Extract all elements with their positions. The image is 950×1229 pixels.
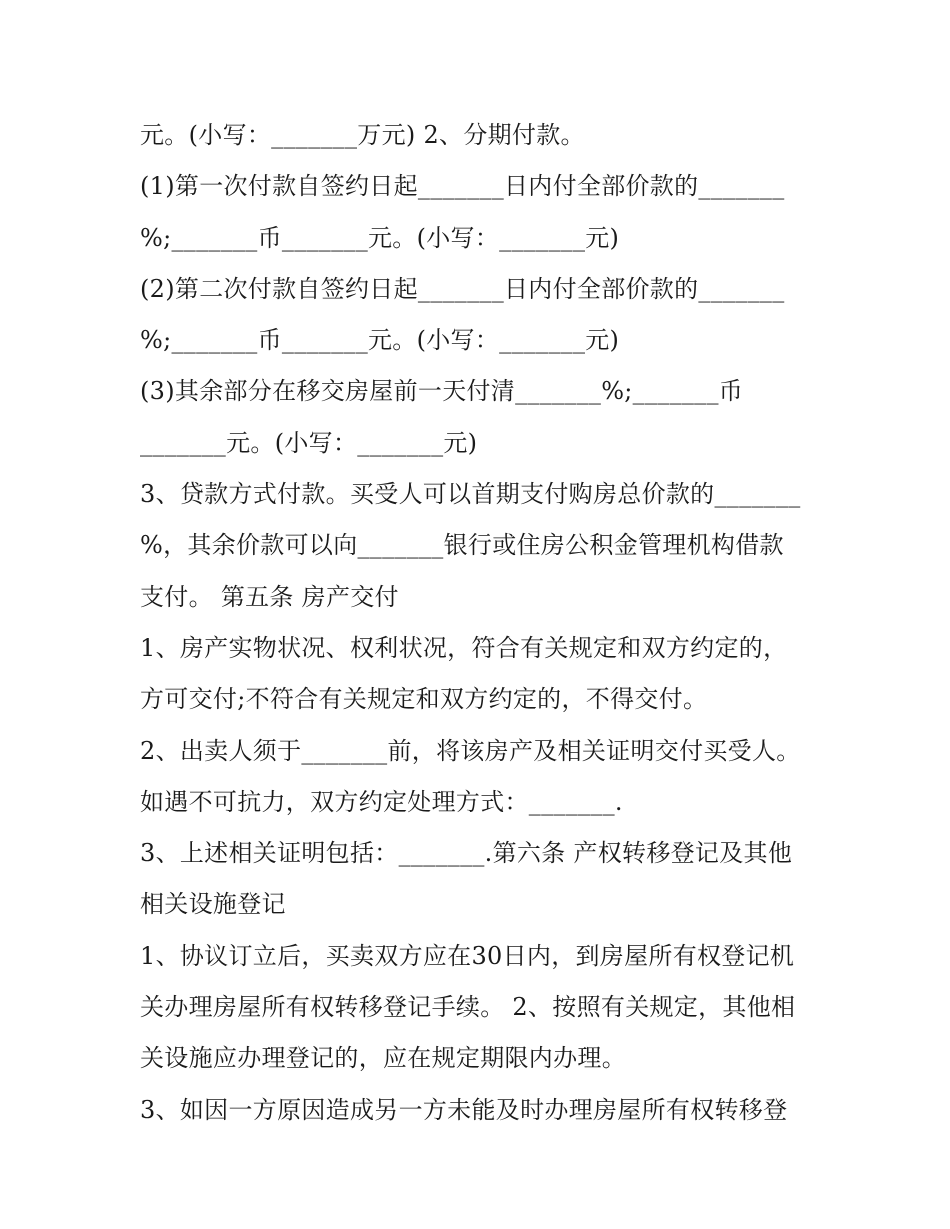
text-line: 元。(小写：_______万元) 2、分期付款。: [140, 121, 585, 149]
text-line: 3、上述相关证明包括：_______.第六条 产权转移登记及其他: [140, 839, 793, 868]
text-line: 关设施应办理登记的，应在规定期限内办理。: [140, 1044, 626, 1073]
text-line: 相关设施登记: [140, 890, 286, 919]
text-line: 支付。 第五条 房产交付: [140, 582, 399, 611]
text-line: 方可交付;不符合有关规定和双方约定的，不得交付。: [140, 685, 708, 714]
text-line: 2、出卖人须于_______前，将该房产及相关证明交付买受人。: [140, 736, 801, 765]
text-line: (3)其余部分在移交房屋前一天付清_______%;_______币: [140, 377, 744, 406]
text-line: 1、房产实物状况、权利状况，符合有关规定和双方约定的，: [140, 633, 788, 662]
text-line: 1、协议订立后，买卖双方应在30日内，到房屋所有权登记机: [140, 941, 795, 970]
text-line: (2)第二次付款自签约日起_______日内付全部价款的_______: [140, 274, 785, 303]
text-line: 关办理房屋所有权转移登记手续。 2、按照有关规定，其他相: [140, 993, 796, 1022]
text-line: %;_______币_______元。(小写：_______元): [140, 326, 620, 355]
contract-text: [140, 110, 820, 1136]
text-line: 3、如因一方原因造成另一方未能及时办理房屋所有权转移登: [140, 1095, 788, 1124]
text-line: _______元。(小写：_______元): [140, 428, 478, 457]
text-line: 3、贷款方式付款。买受人可以首期支付购房总价款的_______: [140, 480, 801, 509]
text-line: %;_______币_______元。(小写：_______元): [140, 223, 620, 252]
text-line: (1)第一次付款自签约日起_______日内付全部价款的_______: [140, 172, 785, 201]
text-line: 如遇不可抗力，双方约定处理方式：_______.: [140, 787, 623, 816]
text-line: %，其余价款可以向_______银行或住房公积金管理机构借款: [140, 531, 784, 560]
